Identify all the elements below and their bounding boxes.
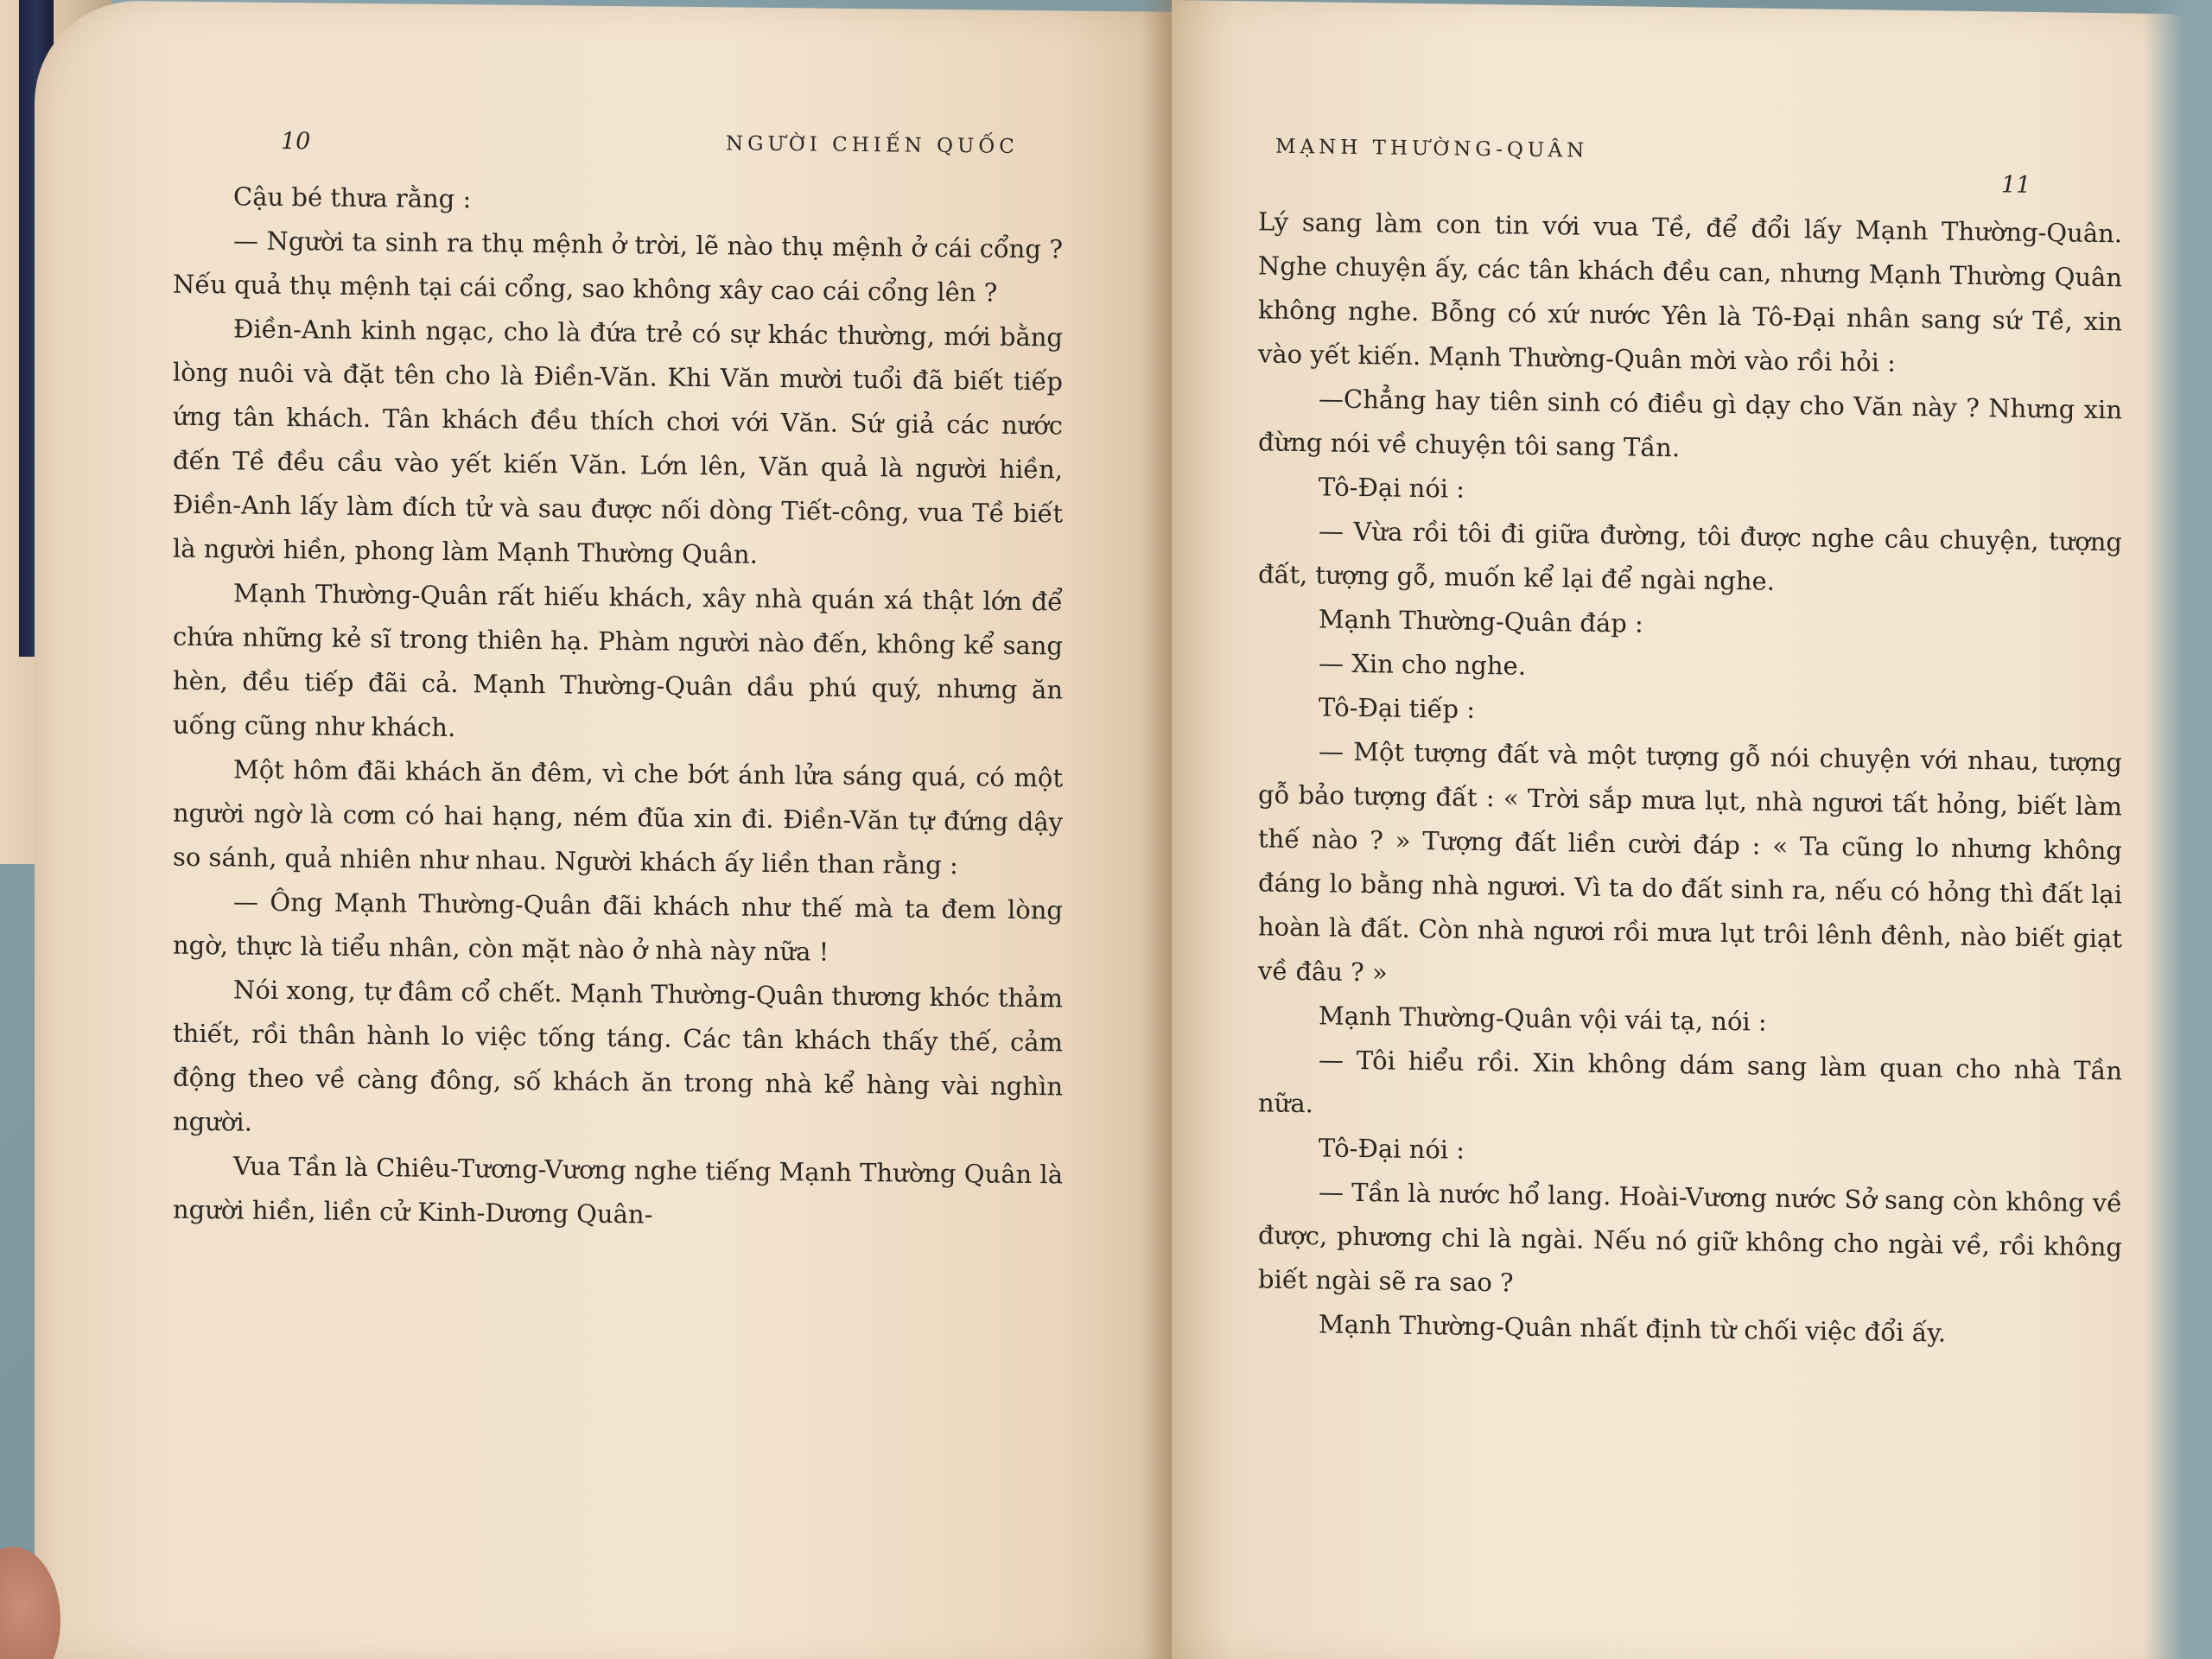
paragraph: — Người ta sinh ra thụ mệnh ở trời, lẽ nào thụ mệnh ở cái cổng ? Nếu quả thụ mệnh tại cái cổng, sao không xây cao cái cổng lên ?	[173, 226, 1063, 308]
paragraph: Mạnh Thường-Quân vội vái tạ, nói :	[1319, 1001, 1767, 1037]
paragraph: Vua Tần là Chiêu-Tương-Vương nghe tiếng Mạnh Thường Quân là người hiền, liền cử Kinh-Dương Quân-	[173, 1151, 1063, 1230]
paragraph: — Tần là nước hổ lang. Hoài-Vương nước Sở sang còn không về được, phương chi là ngài. Nếu nó giữ không cho ngài về, rồi không biết ngài sẽ ra sao ?	[1258, 1177, 2122, 1298]
right-text-block	[1258, 200, 2122, 1357]
paragraph: Tô-Đại nói :	[1319, 1133, 1465, 1165]
paragraph: — Tôi hiểu rồi. Xin không dám sang làm quan cho nhà Tần nữa.	[1258, 1045, 2122, 1119]
paragraph: Mạnh Thường-Quân nhất định từ chối việc đổi ấy.	[1319, 1309, 1947, 1348]
left-text-block	[173, 175, 1063, 1242]
paragraph: — Vừa rồi tôi đi giữa đường, tôi được nghe câu chuyện, tượng đất, tượng gỗ, muốn kể lại để ngài nghe.	[1258, 516, 2122, 596]
right-page-number: 11	[2001, 171, 2031, 199]
right-running-head: MẠNH THƯỜNG-QUÂN	[1275, 135, 1589, 162]
right-page	[1172, 0, 2212, 1659]
paragraph: — Xin cho nghe.	[1319, 648, 1526, 681]
paragraph: Cậu bé thưa rằng :	[233, 181, 472, 214]
table-surface-edge	[2143, 0, 2212, 1659]
paragraph: Lý sang làm con tin với vua Tề, để đổi lấy Mạnh Thường-Quân. Nghe chuyện ấy, các tân khách đều can, nhưng Mạnh Thường Quân không nghe. Bỗng có xứ nước Yên là Tô-Đại nhân sang sứ Tề, xin vào yết kiến. Mạnh Thường-Quân mời vào rồi hỏi :	[1258, 207, 2122, 378]
paragraph: — Một tượng đất và một tượng gỗ nói chuyện với nhau, tượng gỗ bảo tượng đất : « Trời sắp mưa lụt, nhà ngươi tất hỏng, biết làm thế nào ? » Tượng đất liền cười đáp : « Ta cũng lo nhưng không đáng lo bằng nhà ngươi. Vì ta do đất sinh ra, nếu có hỏng thì đất lại hoàn là đất. Còn nhà ngươi rồi mưa lụt trôi lênh đênh, nào biết giạt về đâu ? »	[1258, 736, 2122, 988]
paragraph: Điền-Anh kinh ngạc, cho là đứa trẻ có sự khác thường, mới bằng lòng nuôi và đặt tên cho là Điền-Văn. Khi Văn mười tuổi đã biết tiếp ứng tân khách. Tân khách đều thích chơi với Văn. Sứ giả các nước đến Tề đều cầu vào yết kiến Văn. Lớn lên, Văn quả là người hiền, Điền-Anh lấy làm đích tử và sau được nối dòng Tiết-công, vua Tề biết là người hiền, phong làm Mạnh Thường Quân.	[173, 314, 1063, 569]
paragraph: Tô-Đại tiếp :	[1319, 692, 1475, 724]
paragraph: —Chẳng hay tiên sinh có điều gì dạy cho Văn này ? Nhưng xin đừng nói về chuyện tôi sang Tần.	[1258, 384, 2122, 463]
left-page	[35, 0, 1172, 1659]
left-page-number: 10	[281, 127, 311, 156]
paragraph: Nói xong, tự đâm cổ chết. Mạnh Thường-Quân thương khóc thảm thiết, rồi thân hành lo việc tống táng. Các tân khách thấy thế, cảm động theo về càng đông, số khách ăn trong nhà kể hàng vài nghìn người.	[173, 975, 1063, 1137]
paragraph: Một hôm đãi khách ăn đêm, vì che bớt ánh lửa sáng quá, có một người ngờ là cơm có hai hạng, ném đũa xin đi. Điền-Văn tự đứng dậy so sánh, quả nhiên như nhau. Người khách ấy liền than rằng :	[173, 754, 1063, 880]
paragraph: Mạnh Thường-Quân đáp :	[1319, 604, 1643, 639]
paragraph: Mạnh Thường-Quân rất hiếu khách, xây nhà quán xá thật lớn để chứa những kẻ sĩ trong thiên hạ. Phàm người nào đến, không kể sang hèn, đều tiếp đãi cả. Mạnh Thường-Quân dầu phú quý, nhưng ăn uống cũng như khách.	[173, 578, 1063, 743]
left-running-head: NGƯỜI CHIẾN QUỐC	[726, 132, 1019, 158]
paragraph: Tô-Đại nói :	[1319, 472, 1465, 504]
paragraph: — Ông Mạnh Thường-Quân đãi khách như thế mà ta đem lòng ngờ, thực là tiểu nhân, còn mặt nào ở nhà này nữa !	[173, 887, 1063, 967]
